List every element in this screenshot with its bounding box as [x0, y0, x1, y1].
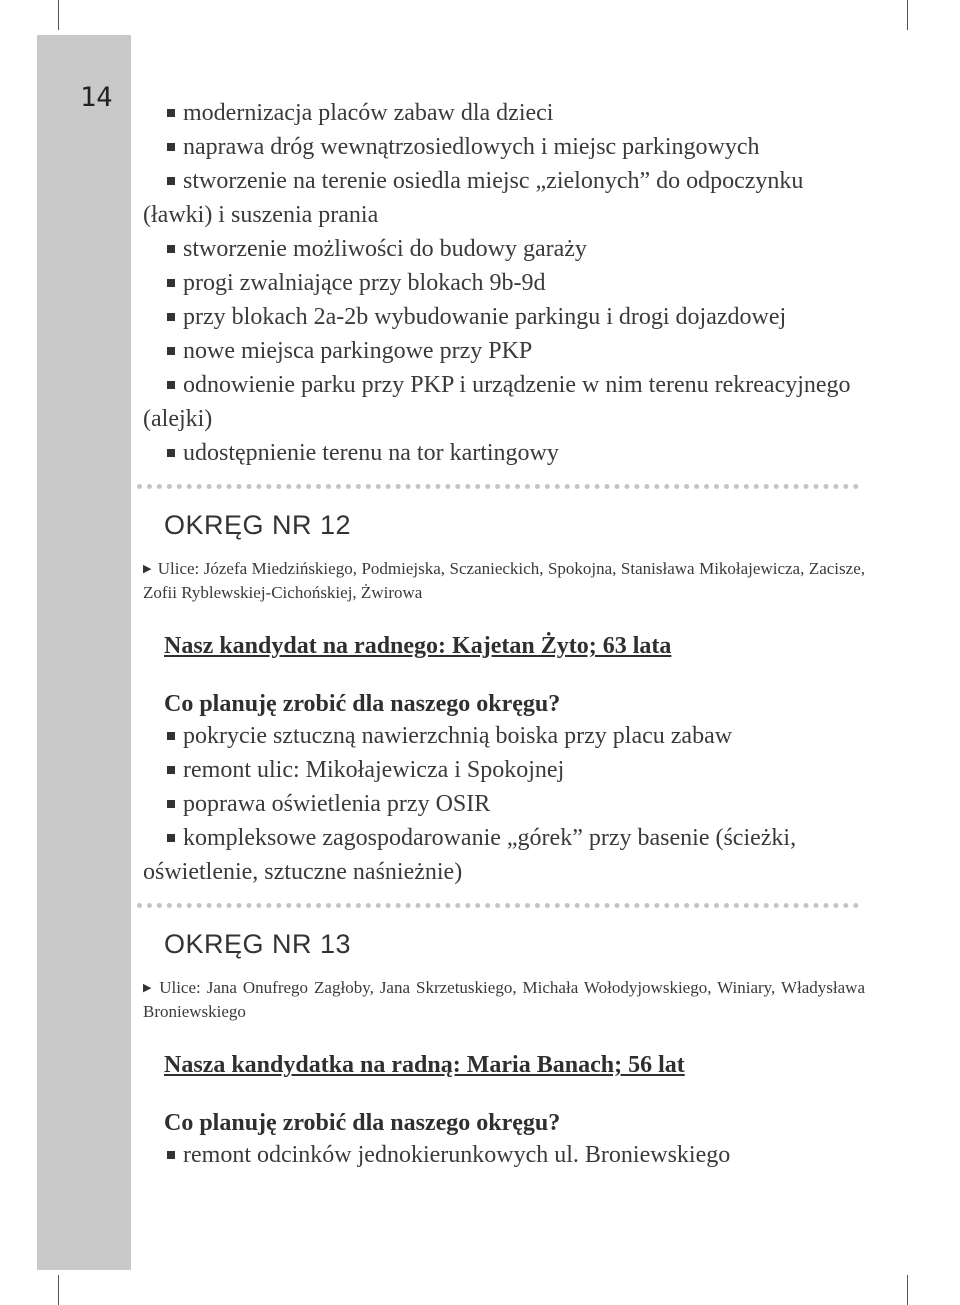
crop-mark — [58, 1275, 59, 1305]
square-bullet-icon — [167, 313, 175, 321]
list-item: stworzenie możliwości do budowy garaży — [143, 232, 865, 266]
list-item: naprawa dróg wewnątrzosiedlowych i miejsc parkingowych — [143, 130, 865, 164]
candidate-name: Nasza kandydatka na radną: Maria Banach; 56 lat — [164, 1052, 685, 1078]
district-heading: OKRĘG NR 13 — [164, 929, 352, 959]
square-bullet-icon — [167, 834, 175, 842]
district-13-section — [143, 926, 865, 1172]
square-bullet-icon — [167, 381, 175, 389]
list-item: odnowienie parku przy PKP i urządzenie w nim terenu rekreacyjnego (alejki) — [143, 372, 851, 432]
list-item: kompleksowe zagospodarowanie „górek” przy basenie (ścieżki, oświetlenie, sztuczne naśnieżnie) — [143, 825, 797, 885]
triangle-bullet-icon: ▶ — [143, 982, 154, 994]
list-item: pokrycie sztuczną nawierzchnią boiska przy placu zabaw — [143, 719, 865, 753]
candidate-name: Nasz kandydat na radnego: Kajetan Żyto; 63 lata — [164, 633, 672, 659]
page-number: 14 — [80, 82, 113, 113]
list-item: remont odcinków jednokierunkowych ul. Broniewskiego — [143, 1138, 865, 1172]
list-item: poprawa oświetlenia przy OSIR — [143, 787, 865, 821]
plan-list — [143, 1138, 865, 1172]
dotted-divider — [137, 903, 859, 908]
dotted-divider — [137, 484, 859, 489]
street-list: ▶ Ulice: Józefa Miedzińskiego, Podmiejska, Sczanieckich, Spokojna, Stanisława Mikołajewicza, Zacisze, Zofii Ryblewskiej-Cichońskiej, Żwirowa — [143, 559, 865, 602]
street-list: ▶ Ulice: Jana Onufrego Zagłoby, Jana Skrzetuskiego, Michała Wołodyjowskiego, Winiary, Władysława Broniewskiego — [143, 978, 865, 1021]
square-bullet-icon — [167, 732, 175, 740]
page-margin-bar — [37, 35, 131, 1270]
square-bullet-icon — [167, 177, 175, 185]
list-item: udostępnienie terenu na tor kartingowy — [143, 436, 865, 470]
crop-mark — [58, 0, 59, 30]
crop-mark — [907, 1275, 908, 1305]
district-12-section — [143, 507, 865, 889]
square-bullet-icon — [167, 347, 175, 355]
list-item: przy blokach 2a-2b wybudowanie parkingu i drogi dojazdowej — [143, 300, 865, 334]
page-content — [143, 96, 865, 1172]
district-heading: OKRĘG NR 12 — [164, 510, 352, 540]
square-bullet-icon — [167, 245, 175, 253]
square-bullet-icon — [167, 143, 175, 151]
square-bullet-icon — [167, 449, 175, 457]
triangle-bullet-icon: ▶ — [143, 563, 152, 575]
square-bullet-icon — [167, 109, 175, 117]
square-bullet-icon — [167, 800, 175, 808]
plan-question: Co planuję zrobić dla naszego okręgu? — [164, 691, 561, 717]
list-item: stworzenie na terenie osiedla miejsc „zielonych” do odpoczynku (ławki) i suszenia prania — [143, 168, 804, 228]
square-bullet-icon — [167, 1151, 175, 1159]
intro-list — [143, 96, 865, 470]
square-bullet-icon — [167, 766, 175, 774]
square-bullet-icon — [167, 279, 175, 287]
crop-mark — [907, 0, 908, 30]
list-item: nowe miejsca parkingowe przy PKP — [143, 334, 865, 368]
list-item: progi zwalniające przy blokach 9b-9d — [143, 266, 865, 300]
list-item: modernizacja placów zabaw dla dzieci — [143, 96, 865, 130]
plan-question: Co planuję zrobić dla naszego okręgu? — [164, 1110, 561, 1136]
list-item: remont ulic: Mikołajewicza i Spokojnej — [143, 753, 865, 787]
plan-list — [143, 719, 865, 889]
